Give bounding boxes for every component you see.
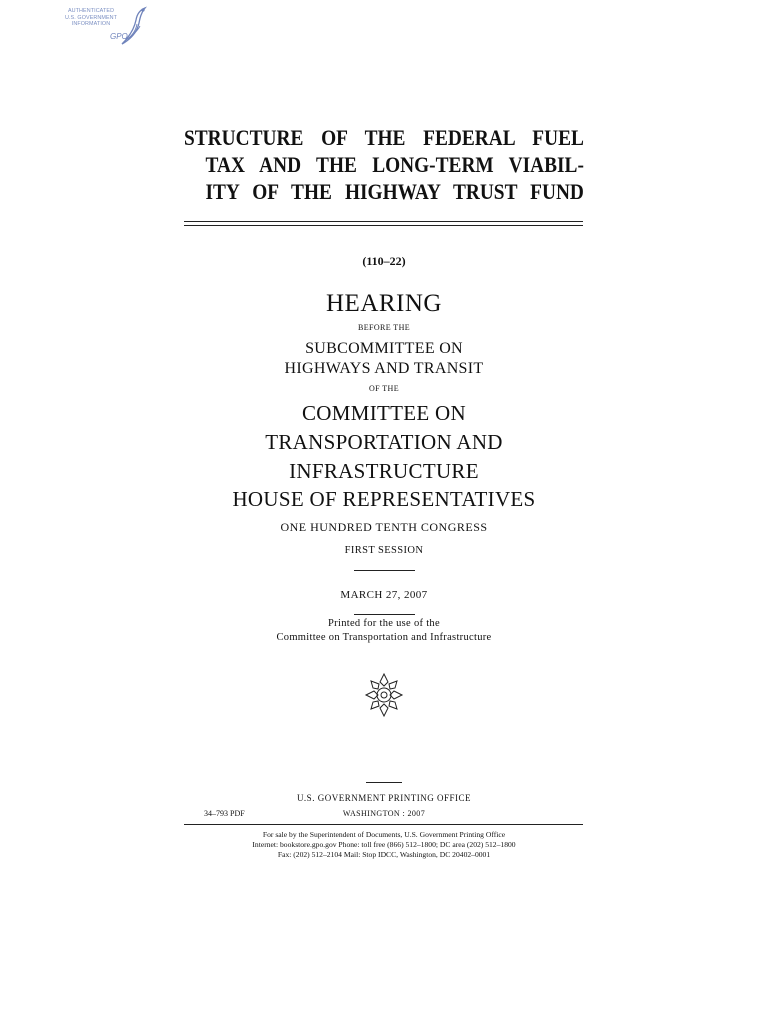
gpo-seal-ornament-icon [364,672,404,718]
title-line-1: STRUCTURE OF THE FEDERAL FUEL [184,125,584,150]
of-the-label: OF THE [368,384,400,393]
sale-info-line-3: Fax: (202) 512–2104 Mail: Stop IDCC, Washington, DC 20402–0001 [277,850,491,859]
logo-line-1: AUTHENTICATED [67,8,115,14]
hearing-date: MARCH 27, 2007 [340,589,428,601]
printed-for-line-1: Printed for the use of the [328,618,440,629]
divider-rule [354,614,415,615]
house-of-representatives: HOUSE OF REPRESENTATIVES [232,487,536,511]
committee-line-2: TRANSPORTATION AND [265,430,503,454]
congress-label: ONE HUNDRED TENTH CONGRESS [280,520,488,534]
footer-rule [184,824,583,825]
logo-gpo-mark: GPO [110,32,128,41]
footer-divider-rule [366,782,402,783]
committee-line-3: INFRASTRUCTURE [289,459,479,483]
divider-rule [354,570,415,571]
title-line-3: ITY OF THE HIGHWAY TRUST FUND [205,179,584,204]
title-line-2: TAX AND THE LONG-TERM VIABIL- [205,152,584,177]
session-label: FIRST SESSION [344,545,424,556]
committee-line-1: COMMITTEE ON [301,401,466,425]
eagle-icon [118,4,148,48]
document-number: (110–22) [362,254,406,268]
city-year: WASHINGTON : 2007 [342,809,426,818]
sale-info-line-2: Internet: bookstore.gpo.gov Phone: toll free (866) 512–1800; DC area (202) 512–1800 [252,840,516,849]
logo-line-3: INFORMATION [71,21,111,28]
before-the-label: BEFORE THE [357,323,411,332]
hearing-heading: HEARING [326,290,442,317]
subcommittee-line-2: HIGHWAYS AND TRANSIT [284,360,484,377]
job-number: 34–793 PDF [204,809,245,818]
printing-office-name: U.S. GOVERNMENT PRINTING OFFICE [296,793,472,803]
subcommittee-line-1: SUBCOMMITTEE ON [305,340,463,357]
title-rule-bottom [184,225,583,226]
logo-line-2: U.S. GOVERNMENT [64,14,118,21]
printed-for-line-2: Committee on Transportation and Infrastructure [276,632,492,643]
title-rule-top [184,221,583,222]
gpo-authenticated-logo [58,4,150,48]
hearing-title [184,124,584,205]
sale-info-line-1: For sale by the Superintendent of Documents, U.S. Government Printing Office [262,830,506,839]
